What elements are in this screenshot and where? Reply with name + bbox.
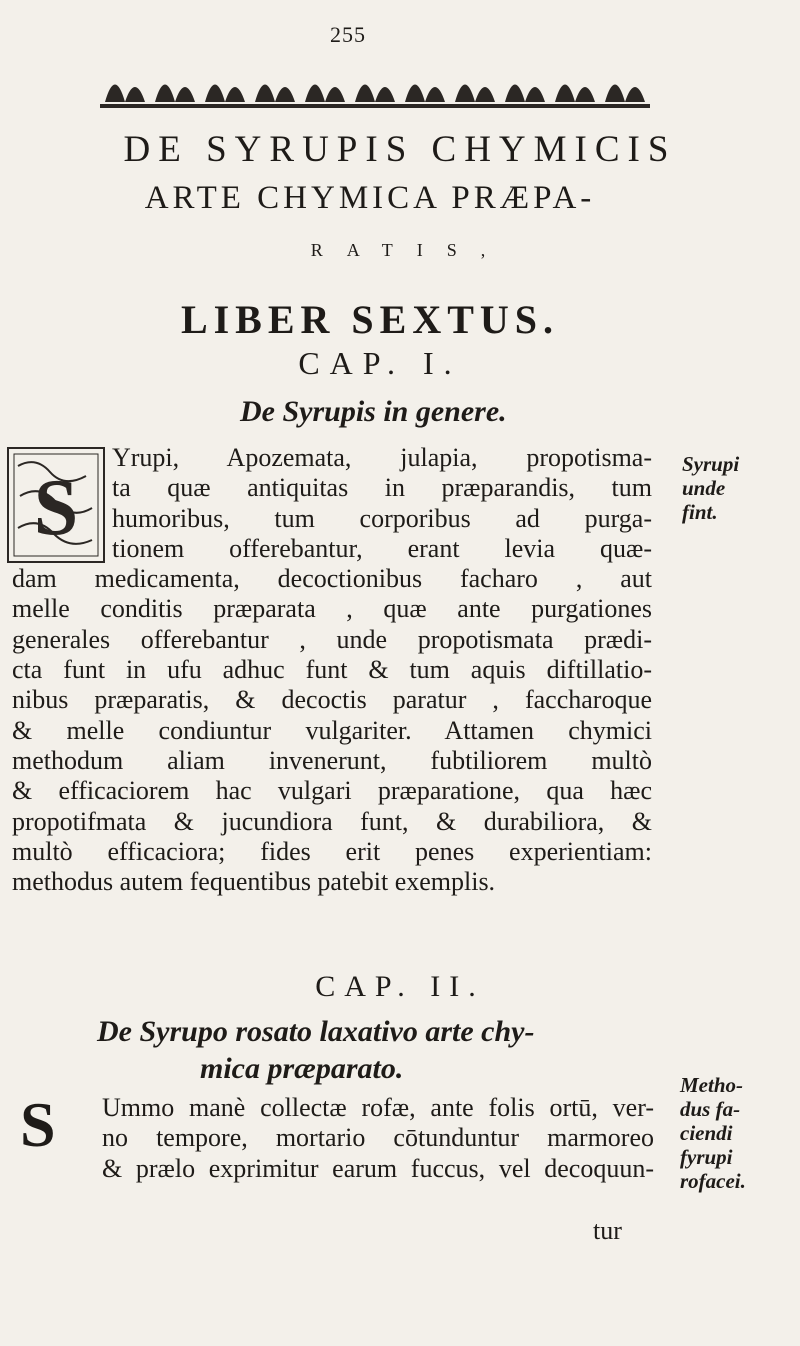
- book-title: LIBER SEXTUS.: [180, 297, 560, 342]
- decorated-initial-s: [6, 446, 106, 564]
- chapter-heading-2: CAP. II.: [315, 970, 485, 1003]
- margin-note-2: Metho- dus fa- ciendi fyrupi rofacei.: [680, 1073, 746, 1193]
- text-line: nibus præparatis, & decoctis paratur , faccharoque: [12, 685, 652, 715]
- text-line: multò efficaciora; fides erit penes experientiam:: [12, 836, 652, 866]
- chapter-1-text: [12, 443, 652, 897]
- catchword: tur: [593, 1216, 622, 1245]
- text-line: & prælo exprimitur earum fuccus, vel decoquun-: [102, 1153, 654, 1183]
- chapter-2-text: [102, 1093, 654, 1184]
- text-line: no tempore, mortario cōtunduntur marmoreo: [102, 1123, 654, 1153]
- text-line: humoribus, tum corporibus ad purga-: [112, 503, 652, 533]
- chapter-rubric-1: De Syrupis in genere.: [240, 395, 507, 428]
- text-line: tionem offerebantur, erant levia quæ-: [112, 533, 652, 563]
- chapter-rubric-2-line-1: De Syrupo rosato laxativo arte chy-: [97, 1015, 535, 1048]
- title-line-1: DE SYRUPIS CHYMICIS: [123, 129, 677, 170]
- text-line: generales offerebantur , unde propotismata prædi-: [12, 624, 652, 654]
- text-line: & efficaciorem hac vulgari præparatione, qua hæc: [12, 776, 652, 806]
- text-line: Yrupi, Apozemata, julapia, propotisma-: [112, 443, 652, 472]
- title-line-2: ARTE CHYMICA PRÆPA-: [144, 180, 596, 216]
- ornamental-header-band: [95, 62, 655, 114]
- text-line: dam medicamenta, decoctionibus facharo , aut: [12, 564, 652, 594]
- page-number: 255: [330, 22, 366, 47]
- text-line: ta quæ antiquitas in præparandis, tum: [112, 473, 652, 503]
- text-line: propotifmata & jucundiora funt, & durabiliora, &: [12, 806, 652, 836]
- text-line: melle conditis præparata , quæ ante purgationes: [12, 594, 652, 624]
- text-line: methodum aliam invenerunt, fubtiliorem multò: [12, 745, 652, 775]
- svg-text:S: S: [33, 464, 79, 552]
- text-line: cta funt in ufu adhuc funt & tum aquis diftillatio-: [12, 655, 652, 685]
- margin-note-1: Syrupi unde fint.: [682, 452, 740, 524]
- drop-initial-s: S: [20, 1089, 56, 1160]
- chapter-heading-1: CAP. I.: [298, 345, 462, 381]
- chapter-rubric-2-line-2: mica præparato.: [200, 1052, 404, 1085]
- text-line: Ummo manè collectæ rofæ, ante folis ortū, ver-: [102, 1093, 654, 1122]
- text-line: & melle condiuntur vulgariter. Attamen chymici: [12, 715, 652, 745]
- text-line: methodus autem fequentibus patebit exemplis.: [12, 867, 496, 897]
- title-line-3: RATIS,: [310, 240, 510, 260]
